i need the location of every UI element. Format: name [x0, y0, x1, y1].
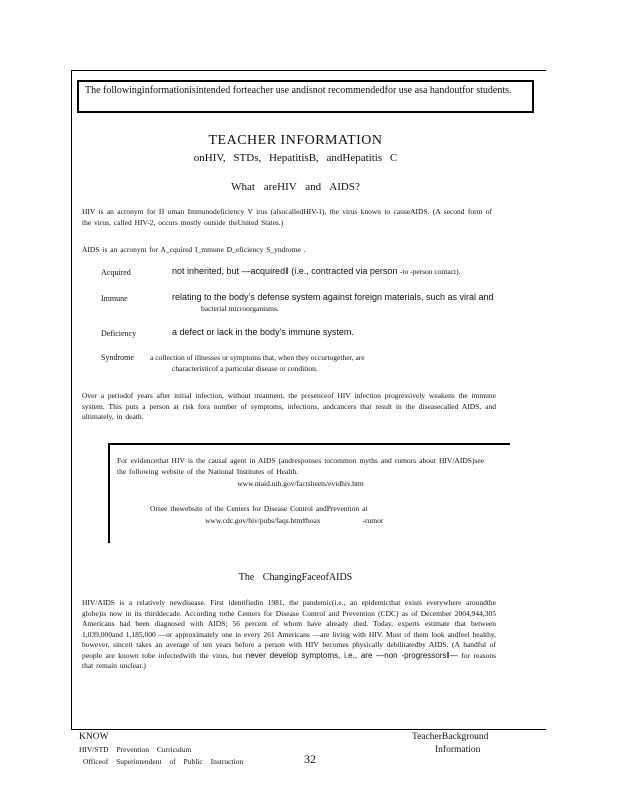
footer-know: KNOW	[79, 732, 109, 742]
non-progressors-text: never develop symptoms, i.e., are —non -progressors‖—	[245, 650, 458, 660]
page-subtitle: onHIV, STDs, HepatitisB, andHepatitis C	[193, 152, 398, 164]
page-number: 32	[304, 752, 316, 766]
paragraph-over-period: Over a periodof years after initial infection, without treatment, the presenceof HIV infection progressively weakens the immune system. This puts a person at risk fora number of symptoms, infections, andcancers that result in the diseasecalled AIDS, and ultimately, in death.	[82, 391, 496, 421]
definition-syndrome	[150, 352, 490, 374]
term-deficiency: Deficiency	[101, 329, 137, 338]
evidence-box-top-border	[108, 443, 510, 445]
definition-deficiency-text: a defect or lack in the body’s immune system.	[172, 327, 354, 337]
term-immune: Immune	[101, 294, 128, 303]
footer-ospi: Officeof Superintendent of Public Instruction	[83, 757, 244, 766]
cdc-website-text: Orsee thewebsite of the Centers for Disease Control andPrevention at	[150, 504, 368, 513]
cdc-website-url: www.cdc.gov/hiv/pubs/faqs.htm#hoax	[205, 516, 321, 525]
term-acquired: Acquired	[101, 268, 131, 277]
definition-immune-text: relating to the body’s defense system against foreign materials, such as viral and	[172, 292, 494, 302]
definition-syndrome-small: characteristicof a particular disease or condition.	[172, 364, 318, 373]
cdc-website-link[interactable]	[205, 516, 383, 525]
evidence-box-left-border	[108, 443, 110, 543]
left-margin-rule	[71, 70, 72, 730]
heading-changing-face: The ChangingFaceofAIDS	[238, 572, 353, 583]
paragraph-aids-acronym: AIDS is an acronym for A_cquired I_mmune D_eficiency S_yndrome .	[82, 245, 306, 254]
term-syndrome: Syndrome	[101, 353, 134, 362]
teacher-notice-box	[77, 80, 534, 113]
paragraph-changing-face-text: HIV/AIDS is a relatively newdisease. First identifiedin 1981, the pandemic(i.e., an epidemicthat exists everywhere aroundthe globe)is now in its thirddecade. According tothe Centers for Disease Control and Prevention (CDC) as of December 2004,944,305 Americans had been diagnosed with AIDS; 56 percent of whom have already died. Today, experts estimate that between 1,039,000and 1,185,000 —or approximately one in every 261 Americans —are living with HIV. Most of them look andfeel healthy, however, sinceit takes an average of ten years before a person with HIV becomes physically debilitatedby AIDS. (A handful of people are known tobe infectedwith the virus, but	[82, 598, 496, 660]
definition-acquired	[172, 266, 502, 277]
cdc-website-url-suffix: -rumor	[362, 516, 384, 525]
footer-curriculum: HIV/STD Prevention Curriculum	[79, 745, 192, 754]
teacher-notice-text: The followinginformationisintended forteacher use andisnot recommendedfor use asa handoutfor students.	[85, 85, 512, 96]
definition-acquired-text: not inherited, but —acquired‖ (i.e., contracted via person	[172, 266, 398, 276]
evidence-box-text: For evidencethat HIV is the causal agent in AIDS (andresponses tocommon myths and rumors about HIV/AIDS)see the following website of the National Institutes of Health.	[117, 456, 484, 476]
definition-syndrome-text: a collection of illnesses or symptoms that, when they occurtogether, are	[150, 353, 365, 362]
paragraph-changing-face	[82, 598, 496, 672]
definition-immune-small: bacterial microorganisms.	[201, 304, 279, 313]
page-title: TEACHER INFORMATION	[208, 133, 383, 148]
heading-what-are-hiv-aids: What areHIV and AIDS?	[231, 181, 360, 193]
paragraph-hiv-acronym: HIV is an acronym for H uman Immunodeficiency V irus (alsocalledHIV-1), the virus known to causeAIDS. (A second form of the virus, called HIV-2, occurs mostly outside theUnited States.)	[82, 207, 492, 227]
footer-rule	[71, 729, 546, 730]
definition-deficiency	[172, 327, 502, 338]
definition-acquired-small: -to -person contact).	[399, 267, 461, 276]
footer-information: Information	[435, 745, 481, 755]
paragraph-changing-face-end: for reasons that remain unclear.)	[82, 650, 496, 670]
top-rule	[71, 70, 546, 71]
definition-immune	[172, 292, 502, 314]
footer-teacher-background: TeacherBackground	[412, 732, 489, 742]
nih-website-link[interactable]: www.niaid.nih.gov/factsheets/evidhiv.htm	[237, 479, 364, 488]
